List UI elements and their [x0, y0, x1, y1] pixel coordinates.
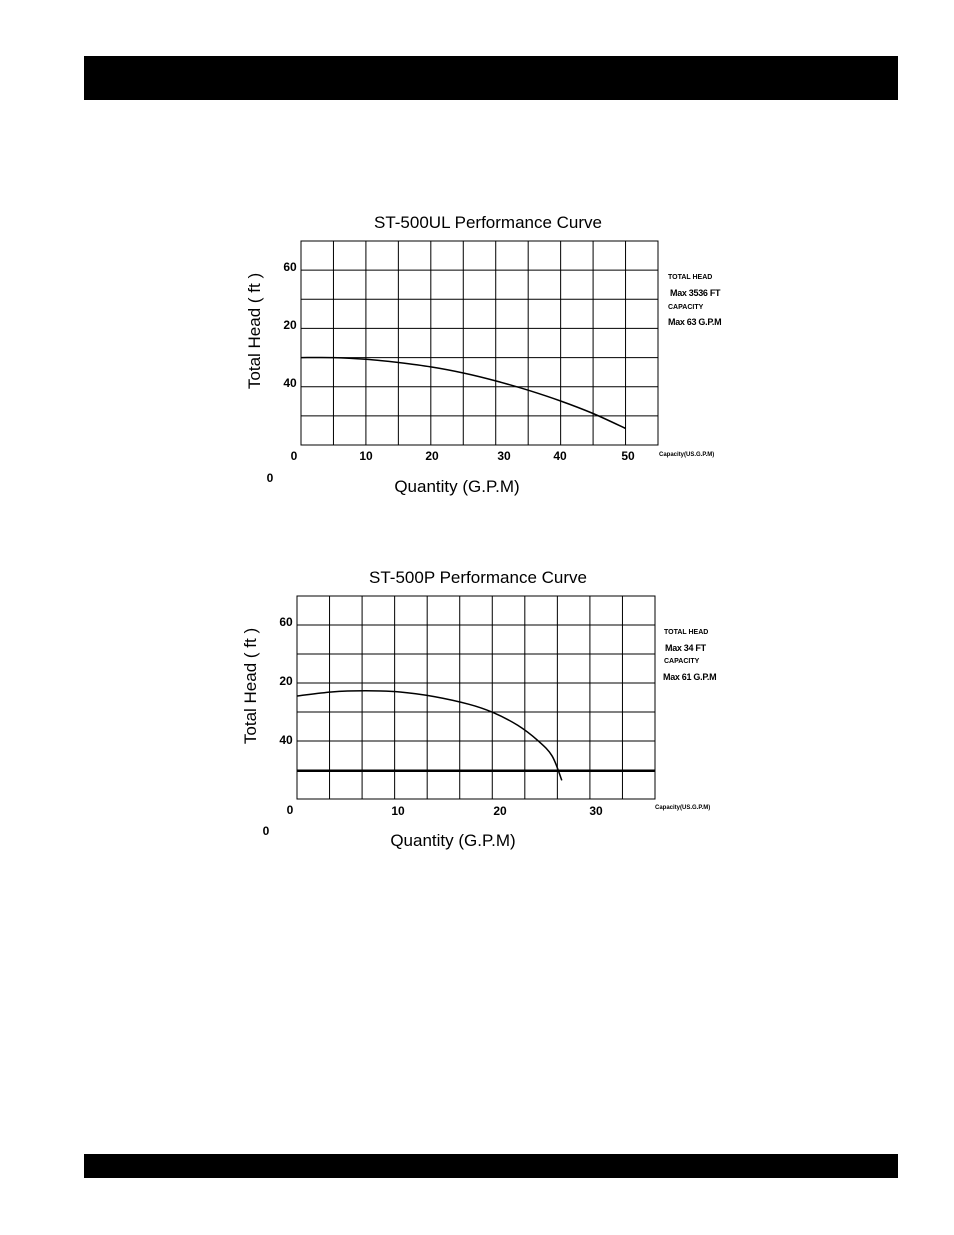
extra-zero-label: 0	[262, 824, 270, 838]
chart-grid	[301, 241, 658, 445]
y-axis-label: Total Head ( ft )	[245, 272, 264, 390]
x-axis-label: Quantity (G.P.M)	[390, 831, 516, 850]
plot-frame	[297, 596, 655, 799]
y-tick-label: 20	[283, 318, 297, 332]
y-tick-label: 60	[279, 615, 293, 629]
total-head-label: TOTAL HEAD	[664, 629, 709, 636]
chart-st500ul	[245, 213, 721, 496]
capacity-value: Max 63 G.P.M	[668, 317, 722, 327]
y-axis-label: Total Head ( ft )	[241, 627, 260, 745]
capacity-label: CAPACITY	[668, 304, 704, 311]
x-unit-label: Capacity(US.G.P.M)	[655, 805, 711, 811]
plot-frame	[301, 241, 658, 445]
chart-ticks	[283, 260, 635, 463]
x-tick-label: 50	[621, 449, 635, 463]
y-tick-label: 40	[283, 376, 297, 390]
chart-st500p	[241, 568, 716, 850]
total-head-value: Max 3536 FT	[670, 288, 721, 298]
origin-label: 0	[286, 803, 294, 817]
chart-grid	[297, 596, 655, 799]
x-tick-label: 10	[391, 804, 405, 818]
x-tick-label: 20	[425, 449, 439, 463]
y-tick-label: 40	[279, 733, 293, 747]
origin-label: 0	[290, 449, 298, 463]
total-head-value: Max 34 FT	[665, 643, 706, 653]
performance-curve-line	[297, 691, 562, 781]
y-tick-label: 60	[283, 260, 297, 274]
x-tick-label: 30	[497, 449, 511, 463]
total-head-label: TOTAL HEAD	[668, 274, 713, 281]
chart-title: ST-500P Performance Curve	[369, 568, 587, 587]
x-tick-label: 20	[493, 804, 507, 818]
x-axis-label: Quantity (G.P.M)	[394, 477, 520, 496]
x-tick-label: 40	[553, 449, 567, 463]
extra-zero-label: 0	[266, 471, 274, 485]
x-tick-label: 30	[589, 804, 603, 818]
capacity-value: Max 61 G.P.M	[663, 672, 717, 682]
x-tick-label: 10	[359, 449, 373, 463]
x-unit-label: Capacity(US.G.P.M)	[659, 452, 715, 458]
y-tick-label: 20	[279, 674, 293, 688]
chart-title: ST-500UL Performance Curve	[373, 213, 603, 232]
capacity-label: CAPACITY	[664, 658, 700, 665]
chart-ticks	[279, 615, 603, 818]
